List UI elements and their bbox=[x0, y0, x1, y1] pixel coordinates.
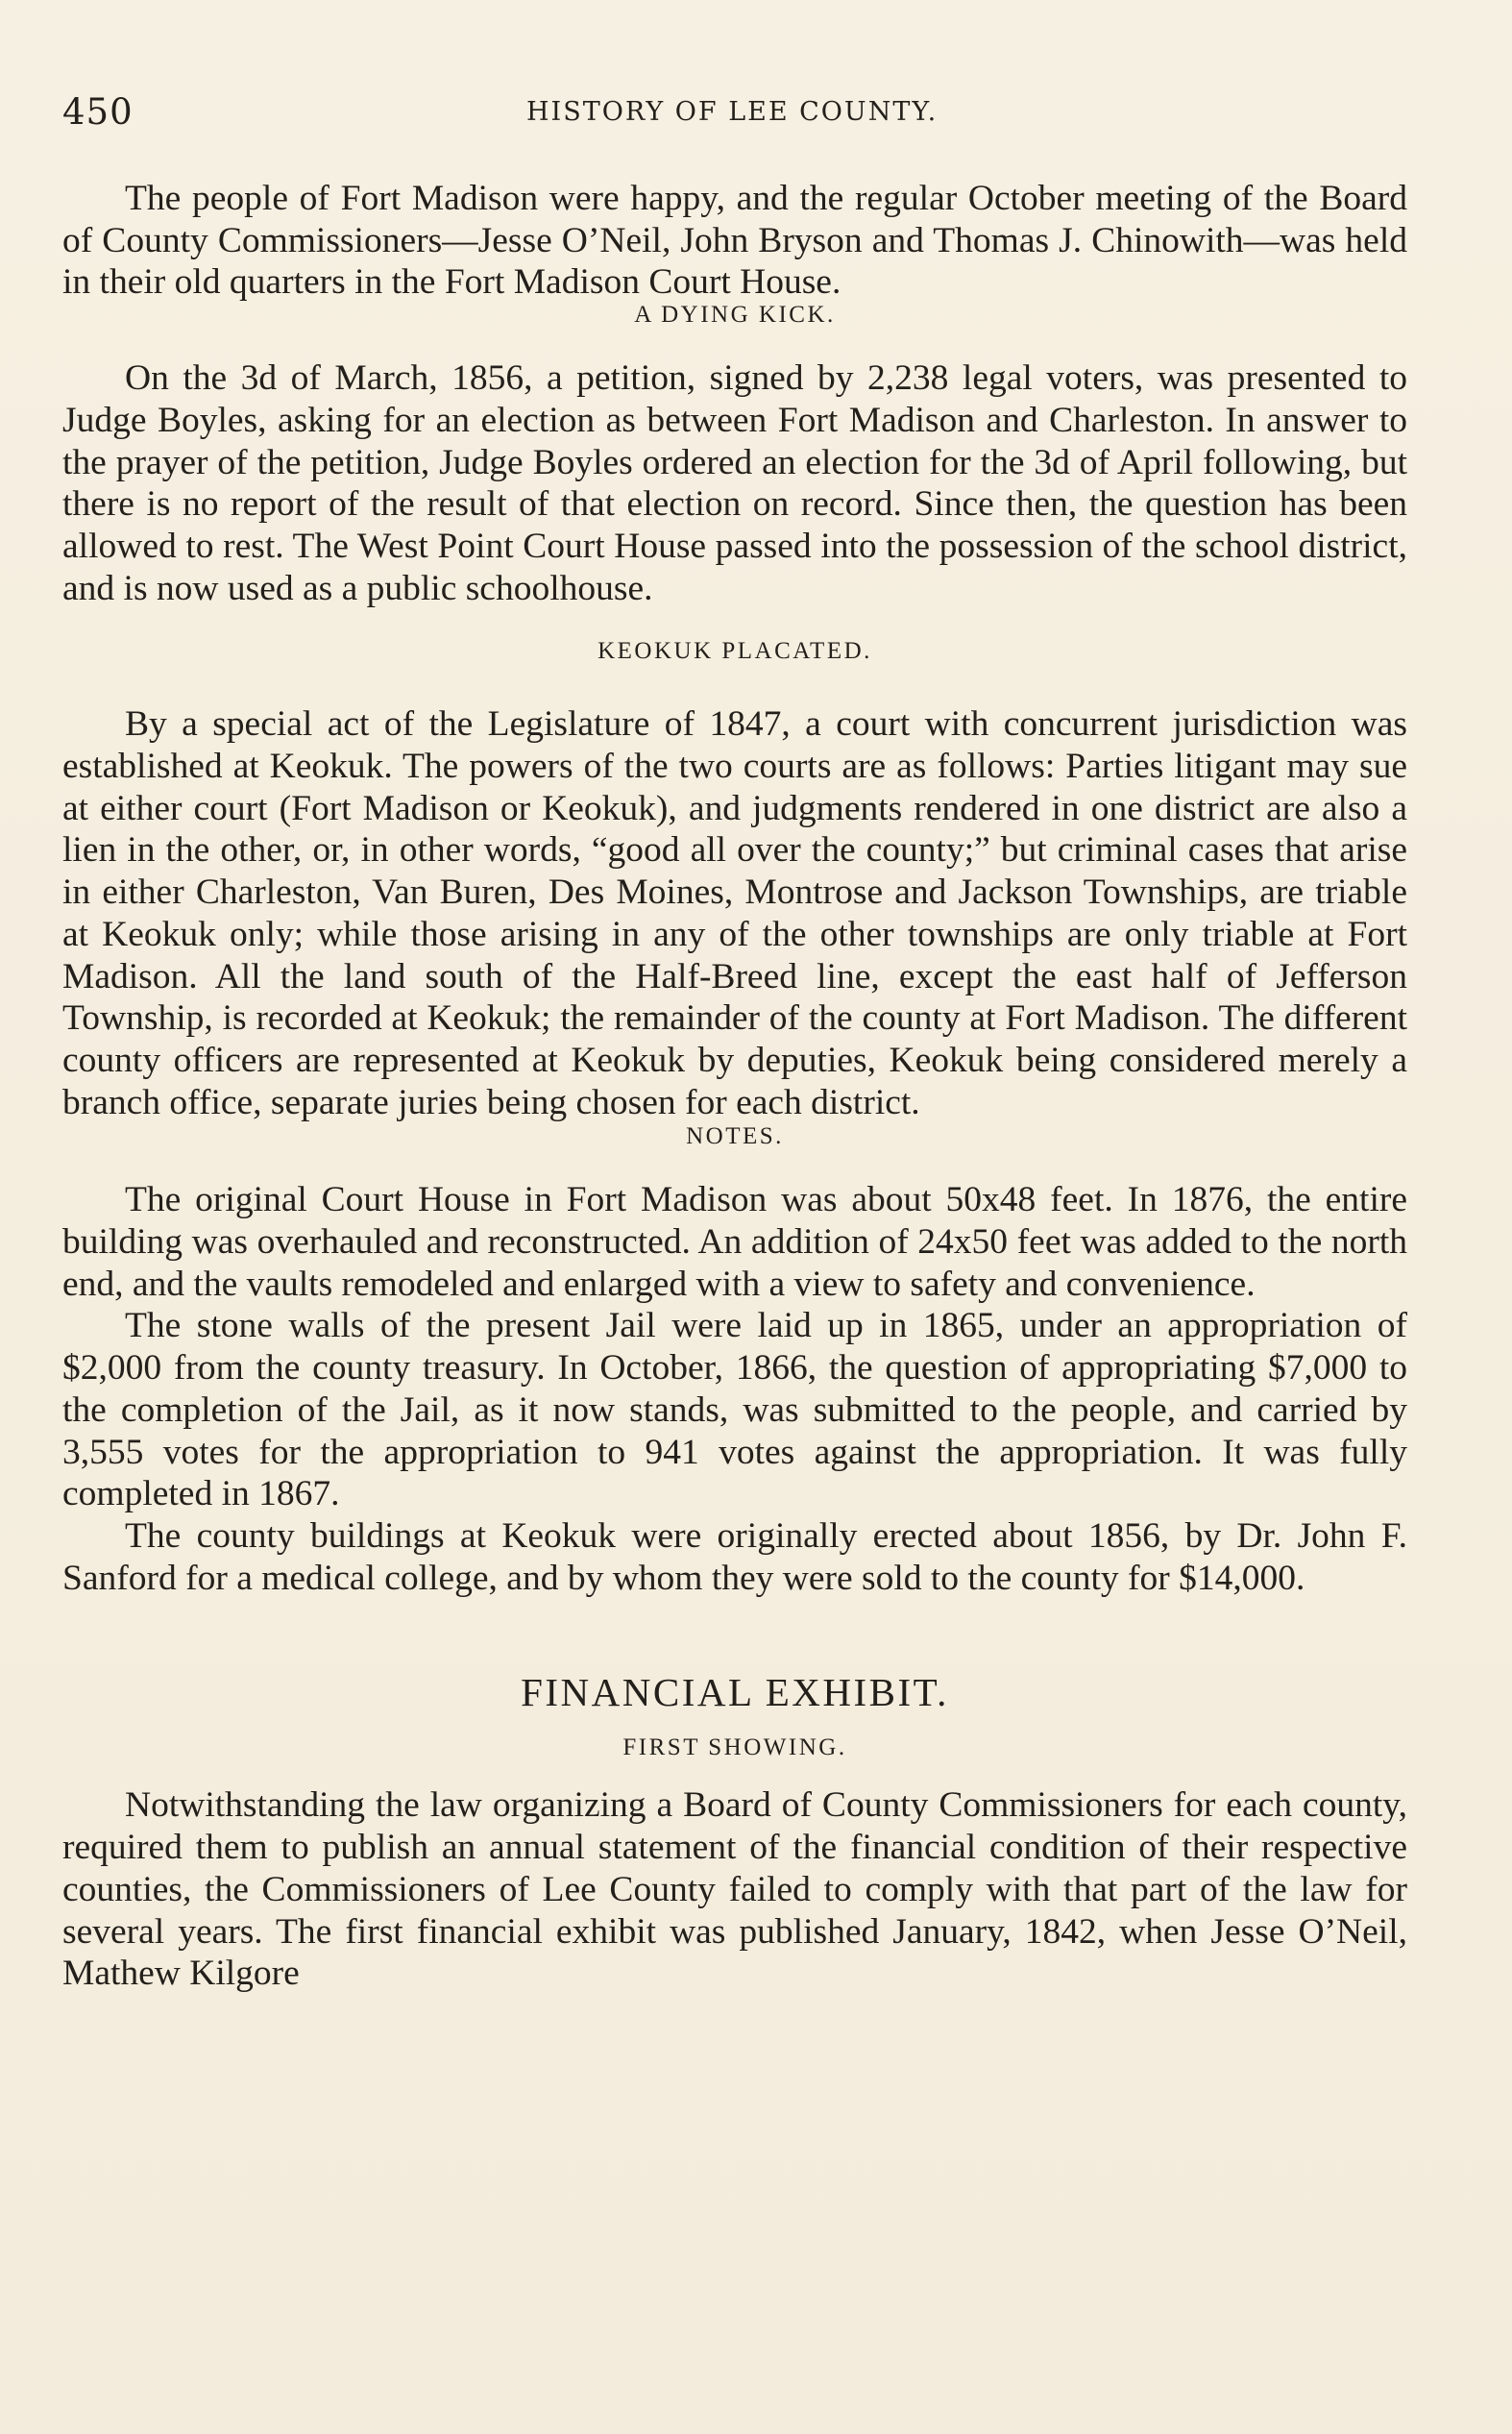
paragraph-petition: On the 3d of March, 1856, a petition, signed by 2,238 legal voters, was presented to Judge Boyles, asking for an election as between Fort Madison and Charleston. In answer to the prayer of the petition, Judge Boyles ordered an election for the 3d of April following, but there is no report of the result of that election on record. Since then, the question has been allowed to rest. The West Point Court House passed into the possession of the school district, and is now used as a public schoolhouse. bbox=[62, 358, 1407, 608]
section-heading-notes: NOTES. bbox=[686, 1123, 784, 1150]
paragraph-board-meeting: The people of Fort Madison were happy, and the regular October meeting of the Board of County Commissioners—Jesse O’Neil, John Bryson and Thomas J. Chinowith—was held in their old quarters in the Fort Madison Court House. bbox=[62, 179, 1407, 303]
section-heading-dying-kick: A DYING KICK. bbox=[634, 302, 836, 329]
paragraph-financial-statement: Notwithstanding the law organizing a Board of County Commissioners for each county, required them to publish an annual statement of the financial condition of their respective counties, the Commissioners of Lee County failed to comply with that part of the law for several years. The first financial exhibit was published January, 1842, when Jesse O’Neil, Mathew Kilgore bbox=[62, 1785, 1407, 1994]
paragraph-concurrent-court: By a special act of the Legislature of 1847, a court with concurrent jurisdiction was established at Keokuk. The powers of the two courts are as follows: Parties litigant may sue at either court (Fort Madison or Keokuk), and judgments rendered in one district are also a lien in the other, or, in other words, “good all over the county;” but criminal cases that arise in either Charleston, Van Buren, Des Moines, Montrose and Jackson Townships, are triable at Keokuk only; while those arising in any of the other townships are only triable at Fort Madison. All the land south of the Half-Breed line, except the east half of Jefferson Township, is recorded at Keokuk; the remainder of the county at Fort Madison. The different county officers are represented at Keokuk by deputies, Keokuk being considered merely a branch office, separate juries being chosen for each district. bbox=[62, 704, 1407, 1122]
page-number: 450 bbox=[62, 91, 134, 133]
paragraph-keokuk-buildings: The county buildings at Keokuk were originally erected about 1856, by Dr. John F. Sanford for a medical college, and by whom they were sold to the county for $14,000. bbox=[62, 1515, 1407, 1598]
paragraph-jail: The stone walls of the present Jail were laid up in 1865, under an appropriation of $2,000 from the county treasury. In October, 1866, the question of appropriating $7,000 to the completion of the Jail, as it now stands, was submitted to the people, and carried by 3,555 votes for the appropriation to 941 votes against the appropriation. It was fully completed in 1867. bbox=[62, 1306, 1407, 1514]
section-heading-keokuk-placated: KEOKUK PLACATED. bbox=[597, 638, 872, 665]
running-head bbox=[62, 91, 1407, 139]
body-text bbox=[62, 178, 1407, 1995]
major-heading-financial-exhibit: FINANCIAL EXHIBIT. bbox=[521, 1670, 949, 1715]
paragraph-court-house: The original Court House in Fort Madison was about 50x48 feet. In 1876, the entire building was overhauled and reconstructed. An addition of 24x50 feet was added to the north end, and the vaults remodeled and enlarged with a view to safety and convenience. bbox=[62, 1180, 1407, 1304]
running-title: HISTORY OF LEE COUNTY. bbox=[526, 97, 939, 127]
section-heading-first-showing: FIRST SHOWING. bbox=[622, 1734, 847, 1761]
